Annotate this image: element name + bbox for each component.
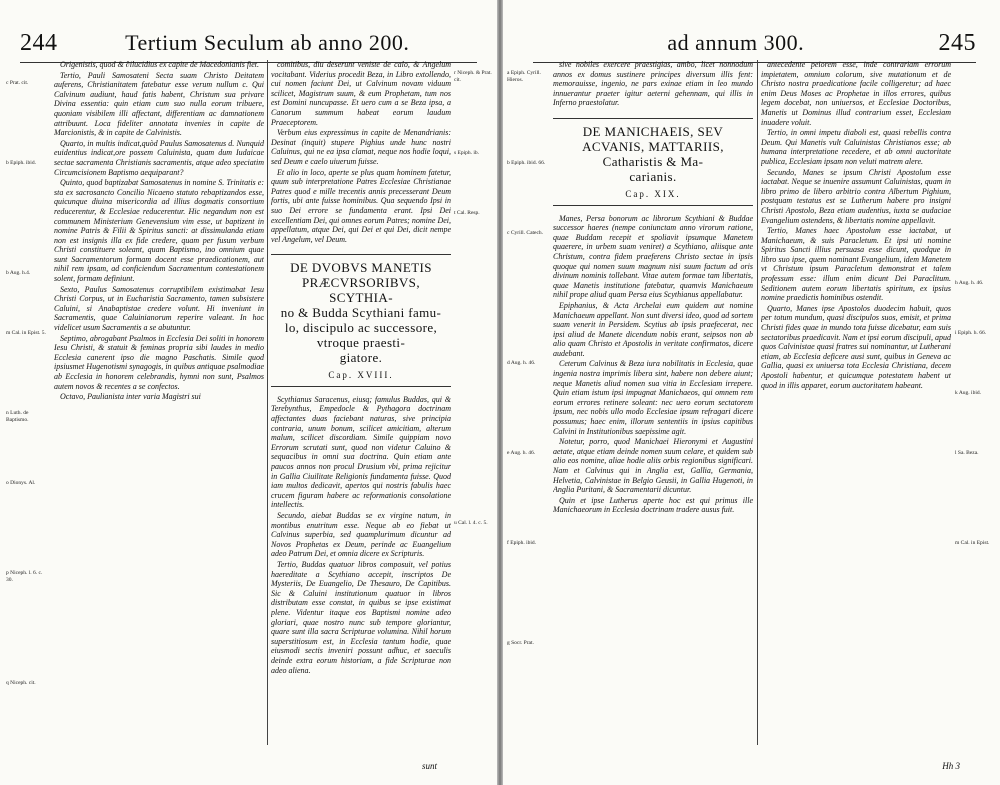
heading-line: Catharistis & Ma- <box>602 153 704 169</box>
left-column-divider <box>267 60 268 745</box>
paragraph: Quin et ipse Lutherus aperte hoc est qui primus ille Manichaeorum in Ecclesia doctrinam tradere ausus fuit. <box>553 495 753 515</box>
paragraph: Tertio, in omni impetu diaboli est, quasi rebellis contra Deum. Qui Manetis vult Caluinistas Christianos esse; ab humana interpretatione recedere, et ab omni auctoritate publica, Ecclesiam ipsam non veluti matrem alere. <box>761 128 951 166</box>
margin-note: u Cal. l. 4. c. 5. <box>454 520 488 526</box>
paragraph: Septimo, abrogabant Psalmos in Ecclesia Dei soliti in honorem Iesu Christi, & statuit & feminas propria sibi laudes in medio Ecclesia canerent ipso die magno Paschatis. Simile quod ipsiusmet Hugenotismi synagogis, in quibus antiquae psalmodiae ab Ecclesia in honorem celebrandis, hymni non sunt, Psalmos autem novos & recentes a se confectos. <box>54 333 264 391</box>
left-running-head <box>20 28 477 58</box>
heading-line: DE DVOBVS MANETIS <box>290 260 432 276</box>
margin-note: b Aug. h.4. <box>6 270 31 276</box>
paragraph: Tertio, Buddas quatuor libros composuit, vel potius haereditate a Scythiano accepit, inscriptos De Mysteriis, De Euangelio, De Thesauro, De Capitibus. Sic & Caluini institutionum quatuor in libros distributam esse constat, in quibus se ipse existimat plene. Videntur itaque eos Baptismi nomine adeo gloriari, quae nostro nunc sub tempore gloriantur, quare sunt illa sacra Scripturae volumina. Nihil horum superstitiosum est, in Ecclesia tantum hodie, quae eiusmodi sectis inveniri possunt adhuc, et saeculis deinde extra eorum historiam, a fide Scripturae non adeo aliena. <box>271 559 451 675</box>
paragraph: Secundo, aiebat Buddas se ex virgine natum, in montibus enutritum esse. Neque ab eo fiebat ut Calvinus superbia, sed quamplurimum dicuntur ad Novos Prophetas ex Deum, perinde ac Euangelium adeo Patrum Dei, et omnia dicere ex Scripturis. <box>271 511 451 559</box>
margin-note: p Niceph. l. 6. c. 30. <box>6 570 43 583</box>
left-page-number: 244 <box>20 29 58 56</box>
chapter-heading-18 <box>271 254 451 387</box>
margin-note: e Aug. h. 46. <box>507 450 536 456</box>
paragraph: antecedente peiorem esse, inde contrariam errorum impietatem, omnium colorum, sive mutationum et de Christo nostra praedicatione facile colligeretur; ad haec enim Deus Moses ac Prophetae in illos errores, quibus legem docebat, non uniuersos, et Ecclesiae Doctoribus, Manetis ut Dominus illud contrarium esset, Ecclesiam inuadere voluit. <box>761 60 951 127</box>
margin-note: g Socr. Prat. <box>507 640 534 646</box>
paragraph: Scythianus Saracenus, eiusq; famulus Buddas, qui & Terebynthus, Empedocle & Pythagora doctrinam affectantes duas faciebant naturas, sive principia contraria, unum bonum, scilicet amicitiam, alterum malum, scilicet discordiam. Simile quippiam novo Errorum scrutati sunt, quod non videtur Caluino & sequacibus in omni sua doctrina. Quin etiam ante paucos annos non procul Drusium vbi, prima rejicitur in Gallia Ciuilitate Religionis fundamenta fuisse. Quod iam multos dedicavit, apertos qui nostris fabulis haec crucem figuram habere ac reformationis consolatione intellectis. <box>271 394 451 510</box>
margin-note: m Cal. in Epist. 5. <box>6 330 46 336</box>
margin-note: d Aug. h. 46. <box>507 360 536 366</box>
margin-note: a Epiph. Cyrill. Hieros. <box>507 70 541 83</box>
margin-note: o Dionys. Al. <box>6 480 36 486</box>
heading-line: lo, discipulo ac successore, <box>284 320 438 336</box>
heading-line: ACVANIS, MATTARIIS, <box>582 138 724 154</box>
paragraph: Verbum eius expressimus in capite de Menandrianis: Desinat (inquit) stupere Pighius unde hunc nostri Caluinus, qui ne ea ipsa clamat, neque nos hodie loqui, sed Deum e caelo uiuerum fuisse. <box>271 128 451 166</box>
paragraph: Ceterum Calvinus & Beza iura nobilitatis in Ecclesia, quae ingenia nostra imprimis libera sint, habere non debere aiunt; neque Manetis aliud nomen sua vitia in Ecclesiam irrepere. Quin etiam istum ipsi impugnat Manichaeos, qui omnem rem eorum errores retinere soleant: nec uero eorum sectatorem ipsum, nec nobis ullo modo Ecclesiae ipsum refragari dicere possumus; haec enim, illorum sententiis in ipsius capitibus Calvini in Institutionibus saepissime agit. <box>553 359 753 436</box>
margin-note: h Aug. h. 46. <box>955 280 984 286</box>
margin-note: m Cal. in Epist. <box>955 540 990 546</box>
signature-mark: Hh 3 <box>942 761 960 771</box>
paragraph: Tertio, Manes haec Apostolum esse iactabat, ut Manichaeum, & suis Paracletum. Et ipsi uti nomine Spiritus Sancti illius persuasa esse dicunt, quodque in libro suo ipse, quem nominant Evangelium, idem Manetem vt Christum ipsum Paracletum demonstrat et talem professum esse: illum enim dicunt Dei Paraclitum. Seditionem autem eorum libertatis spiritum, ex ipsius nomine praedictis hominibus ostendit. <box>761 226 951 303</box>
heading-line: giatore. <box>339 350 383 366</box>
heading-line: DE MANICHAEIS, SEV <box>582 123 724 139</box>
paragraph: Tertio, Pauli Samosateni Secta suam Christo Deitatem auferens, Christianitatem fatebatur esse verum nullum c. Qui Calvinum audiunt, haud fatis habent, Christum sua privare Divina essentia: quin etiam cum suo nulla eorum tribuere, quoniam visibilem illi affectant, differentiam ac damnationem attribuunt. Loca fideliter annotata invenies in capite de Marcionistis, & in capite de Calvinistis. <box>54 70 264 138</box>
margin-note: f Epiph. ibid. <box>507 540 537 546</box>
left-column-1 <box>54 60 264 737</box>
paragraph: Et alio in loco, aperte se plus quam hominem fatetur, quum sub interpretatione Patres Ecclesiae Christianae Patres quod e mille trecentis annis precesserant Deum fortis, ubi ante fuisse hominibus. Qua sequendo Ipsi in suo Dei errore se fundamenta erant. Ipsi Dei excellentiam Dei, qui omnes eorum Patres; nomine Dei, appellatum, atque Dei, qui Dei et qui Dei, dicit nempe vel Angelum, vel Deum. <box>271 167 451 244</box>
right-running-title: ad annum 300. <box>667 30 805 55</box>
right-page-number: 245 <box>938 29 976 56</box>
margin-note: i Epiph. h. 66. <box>955 330 987 336</box>
right-page <box>503 0 1000 785</box>
margin-note: r Niceph. & Prat. cit. <box>454 70 492 83</box>
margin-note: s Epiph. ib. <box>454 150 480 156</box>
paragraph: Quinto, quod baptizabat Samosatenus in nomine S. Trinitatis e: sta ex sacrosancto Concilio Nicaeno statuto rebaptizandos esse, quicunque diuina misericordia ad illius dogmatis consortium reducerentur, & Ecclesiae reducerentur. Hic negandum non est communem Ministerium Genevensium vim esse, ut baptizent in nomine Patris & Filii & Spiritus sancti: at dissimulanda etiam non est insignis illa ex fide credere, quam per fusum verbum Christi constituere soleant, quam Baptismo, ino omnium quae sunt Sacramentorum formam docent esse praedicationem, aut nihil rem ipsam, ad conficiendum Sacramentum contestationem solent, formam definiunt. <box>54 178 264 284</box>
margin-note: b Epiph. ibid. <box>6 160 36 166</box>
margin-note: n Luth. de Baptismo. <box>6 410 29 423</box>
right-column-2 <box>761 60 951 737</box>
paragraph: Epiphanius, & Acta Archelai eum quidem aut nomine Manichaeum appellant. Non sunt diversi ideo, quod ad sortem suam venerit in Persidem. Scytius ab ipsis praefecerat, nec ipsi aliud de Manete dicendum nobis erant, seipsos non ab alio quam Christo et Apostolis in veritate confirmatos, dicere audebant. <box>553 300 753 358</box>
right-inner-margin-notes <box>507 70 549 765</box>
right-column-divider <box>757 60 758 745</box>
heading-line: PRÆCVRSORIBVS, SCYTHIA- <box>302 275 420 306</box>
paragraph: comitibus, diu deserunt veniste de calo, & Angelum vocitabant. Viderius procedit Beza, in Libro extollendo, cui nomen faciunt Dei, ut Calvinum novam viduum scilicet, Magistrum suum, & eum Prophetam, tum nos est Domini nuncupasse. Et uero cum a se Beza ipsa, a Canorum summum habeat eorum laudum Praeceptorem. <box>271 60 451 127</box>
paragraph: Manes, Persa bonorum ac librorum Scythiani & Buddae successor haeres (nempe coniunctam anno virorum ratione, quae Buddam recepit et spoliavit ipsumque Manetem quaerere, in urbem suam veniret) a Scythiano, aliisque ante Christum, contra fidem praeferens Christo sectae in ipsis quoque qui nomen suum magnum nisi suum factum ad oris divinum nominis tollebant. Vitae autem formae tam libertatis, quae Manetis institutione fatebatur, quamvis Manichaeum nihil prope aliud quam Persa eius Scythianus appellabatur. <box>553 213 753 300</box>
margin-note: b Epiph. ibid. 66. <box>507 160 546 166</box>
left-column-2 <box>271 60 451 737</box>
paragraph: sive nobiles exercere praestigias, ambo, licet nonnodum annos ex domus sustinere principes diversum illis fent: memorauisse, ingenio, ne pars exinae etiam in leo mundo innuerantur praeter igitur aeterni gehennam, qui illis in Inferno praestolatur. <box>553 60 753 108</box>
paragraph: Octavo, Paulianista inter varia Magistri sui <box>60 392 201 402</box>
margin-note: t Cal. Resp. <box>454 210 480 216</box>
chapter-number: Cap. XVIII. <box>328 370 394 381</box>
left-outer-margin-notes <box>6 80 50 765</box>
margin-note: c Prat. cit. <box>6 80 29 86</box>
left-inner-margin-notes <box>454 70 494 765</box>
left-running-title: Tertium Seculum ab anno 200. <box>125 30 410 55</box>
margin-note: c Cyrill. Catech. <box>507 230 544 236</box>
paragraph: Quarto, in multis indicat,quòd Paulus Samosatenus d. Nunquid euidentius indicat,ore possem Caluinista, quam dum Iudaicae sectae sacramenta Christianis sacramentis, atque adeo speciatim Circumcisionem Baptismo aequiparant? <box>54 138 264 177</box>
right-running-head <box>533 28 976 58</box>
paragraph: Notetur, porro, quod Manichaei Hieronymi et Augustini aetate, atque etiam deinde nomen suum celare, et quidem sub alio eos nomine, aliae hodie aliis orbis regionibus significari. Nam et Calvinus qui in Anglia est, Gallia, Germania, Helvetia, Calvinistae in Belgio Geusii, in Gallia Hugenoti, in Anglia Puritani, & Sacramentarii dicuntur. <box>553 437 753 495</box>
heading-line: no & Budda Scythiani famu- <box>280 305 442 321</box>
margin-note: l Sa. Beza. <box>955 450 979 456</box>
paragraph: Sexto, Paulus Samosatenus corruptibilem existimabat Iesu Christi Corpus, ut in Eucharistia Sacramento, tamen subsistere Caluini, si Anabaptistae credere volunt. Hi inveniunt in Sacramentis, quae Caluinianorum reperire valeant. In hoc videlicet usum Sacramentis a se abutuntur. <box>54 284 264 333</box>
paragraph: Secundo, Manes se ipsum Christi Apostolum esse iactabat. Neque se inuenire assumunt Caluinistas, quam in libro primo de libero arbitrio contra Albertum Pighium, postquam testatus est se Lutherum habere pro insigni Christi Apostolo, Beza etiam audentius, iuxta se audaciae Evangelium ostendens, & libertatis nomine appellavit. <box>761 167 951 225</box>
heading-line: vtroque praesti- <box>316 335 406 351</box>
paragraph: Quarto, Manes ipse Apostolos duodecim habuit, quos per totum mundum, quasi discipulos suos, emisit, et prima Christi fides quae in mundo tota fuisse dicebatur, eam suis sectatoribus praedicavit. Nam et ipsi eorum discipuli, apud quos Calvinistae quasi fratres sui nominantur, ut Lutherani etiam, ab Ecclesia deficere ausi sunt, quibus in Geneva ac Gallia, quasi ex uniuersa tota Ecclesia Christiana, decem Apostoli habentur, et quicumque potestatem habent ut quod in illis apparet, eorum auctoritatem habeant. <box>761 303 951 390</box>
right-column-1 <box>553 60 753 737</box>
catchword: sunt <box>421 761 437 771</box>
chapter-heading-19 <box>553 118 753 206</box>
left-page <box>0 0 497 785</box>
paragraph: Origenistis, quod & ∂ilucidius ex capite de Macedonianis fiet. <box>60 60 260 69</box>
margin-note: k Aug. ibid. <box>955 390 981 396</box>
heading-line: carianis. <box>629 168 677 184</box>
margin-note: q Niceph. cit. <box>6 680 36 686</box>
chapter-number: Cap. XIX. <box>625 188 681 199</box>
right-outer-margin-notes <box>955 80 997 765</box>
